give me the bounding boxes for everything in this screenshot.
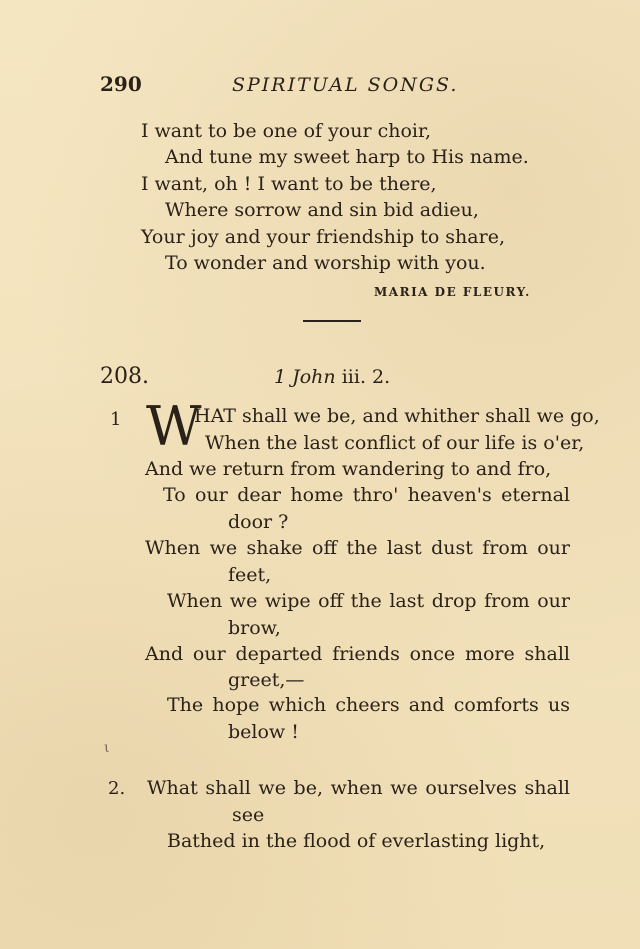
verse-number: 1 — [110, 409, 122, 430]
verse-line: brow, — [228, 617, 281, 639]
verse-line: see — [232, 804, 265, 826]
drop-cap: W — [146, 395, 202, 458]
author-attribution: MARIA DE FLEURY. — [374, 285, 531, 299]
verse-line: Your joy and your friendship to share, — [141, 226, 505, 248]
running-head: SPIRITUAL SONGS. — [232, 74, 459, 96]
verse-line: To wonder and worship with you. — [165, 252, 486, 274]
verse-line: door ? — [228, 511, 289, 533]
verse-line: And tune my sweet harp to His name. — [165, 146, 529, 168]
reference-book: 1 John — [274, 366, 336, 388]
scripture-reference — [274, 366, 390, 388]
verse-line: greet,— — [228, 669, 305, 691]
verse-line: When we wipe off the last drop from our — [167, 590, 570, 612]
stray-mark: ι — [104, 740, 110, 756]
section-divider — [303, 320, 361, 322]
verse-number: 2. — [108, 778, 126, 799]
verse-line: To our dear home thro' heaven's eternal — [163, 484, 570, 506]
verse-line: And our departed friends once more shall — [145, 643, 570, 665]
verse-line: Where sorrow and sin bid adieu, — [165, 199, 479, 221]
verse-line: Bathed in the flood of everlasting light, — [167, 830, 546, 852]
verse-line: HAT shall we be, and whither shall we go, — [194, 405, 600, 427]
verse-line: When the last conflict of our life is o'er, — [205, 432, 585, 454]
verse-line: The hope which cheers and comforts us — [167, 694, 570, 716]
verse-line: I want to be one of your choir, — [141, 120, 432, 142]
hymn-number: 208. — [100, 364, 149, 389]
verse-line: And we return from wandering to and fro, — [145, 458, 552, 480]
verse-line: What shall we be, when we ourselves shall — [147, 777, 570, 799]
verse-line: I want, oh ! I want to be there, — [141, 173, 437, 195]
page-number: 290 — [100, 72, 142, 96]
reference-chapter: iii. 2. — [341, 366, 391, 388]
verse-line: below ! — [228, 721, 299, 743]
verse-line: When we shake off the last dust from our — [145, 537, 570, 559]
verse-line: feet, — [228, 564, 272, 586]
